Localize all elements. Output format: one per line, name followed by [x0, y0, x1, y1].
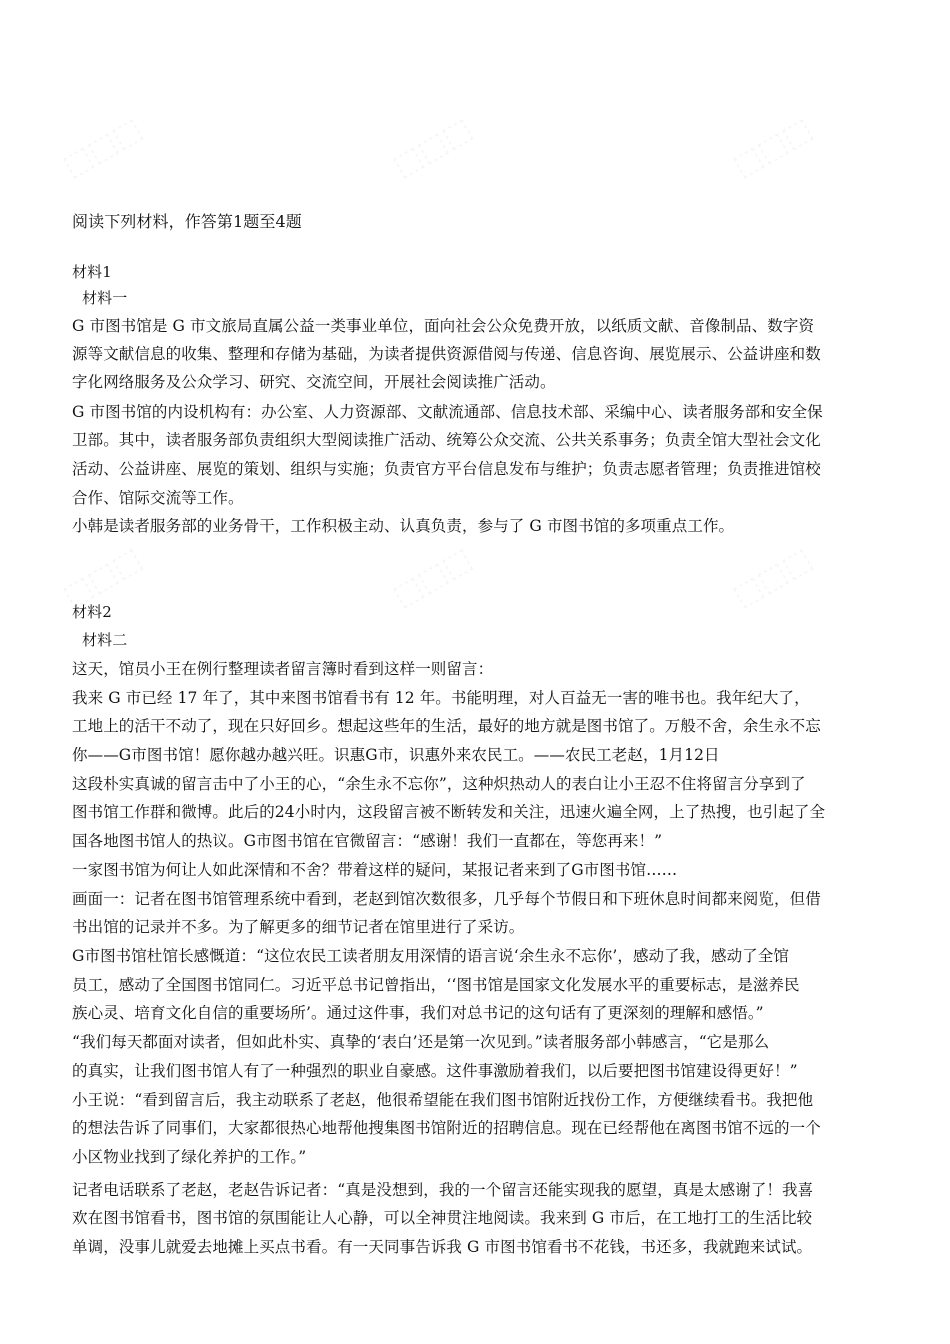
material2-label: 材料2 [72, 603, 112, 621]
material1-line: 字化网络服务及公众学习、研究、交流空间，开展社会阅读推广活动。 [72, 373, 556, 391]
material2-line: 这天，馆员小王在例行整理读者留言簿时看到这样一则留言： [72, 660, 494, 678]
material2-line: 画面一：记者在图书馆管理系统中看到，老赵到馆次数很多，几乎每个节假日和下班休息时间都来阅览，但借 [72, 890, 821, 908]
material2-line: 一家图书馆为何让人如此深情和不舍？带着这样的疑问，某报记者来到了G市图书馆…… [72, 861, 678, 879]
material1-line: 卫部。其中，读者服务部负责组织大型阅读推广活动、统筹公众交流、公共关系事务；负责全馆大型社会文化 [72, 431, 821, 449]
material1-line: 小韩是读者服务部的业务骨干，工作积极主动、认真负责，参与了 G 市图书馆的多项重点工作。 [72, 517, 735, 535]
material1-line: G 市图书馆是 G 市文旅局直属公益一类事业单位，面向社会公众免费开放，以纸质文献、音像制品、数字资 [72, 317, 815, 335]
watermark [57, 111, 148, 184]
material2-line: 单调，没事儿就爱去地摊上买点书看。有一天同事告诉我 G 市图书馆看书不花钱，书还多，我就跑来试试。 [72, 1238, 813, 1256]
material2-line: 的想法告诉了同事们，大家都很热心地帮他搜集图书馆附近的招聘信息。现在已经帮他在离图书馆不远的一个 [72, 1119, 821, 1137]
material2-line: 族心灵、培育文化自信的重要场所’。通过这件事，我们对总书记的这句话有了更深刻的理解和感悟。” [72, 1004, 764, 1022]
material2-line: 小王说：“看到留言后，我主动联系了老赵，他很希望能在我们图书馆附近找份工作，方便继续看书。我把他 [72, 1091, 814, 1109]
intro-instruction: 阅读下列材料，作答第1题至4题 [72, 212, 302, 231]
material2-line: 我来 G 市已经 17 年了，其中来图书馆看书有 12 年。书能明理，对人百益无一害的唯书也。我年纪大了， [72, 689, 810, 707]
watermark [727, 111, 818, 184]
material1-label: 材料1 [72, 263, 112, 281]
material2-subtitle: 材料二 [82, 631, 128, 649]
material2-line: 的真实，让我们图书馆人有了一种强烈的职业自豪感。这件事激励着我们，以后要把图书馆建设得更好！” [72, 1062, 798, 1080]
material1-subtitle: 材料一 [82, 289, 128, 307]
material2-line: 书出馆的记录并不多。为了解更多的细节记者在馆里进行了采访。 [72, 918, 525, 936]
material2-line: 这段朴实真诚的留言击中了小王的心，“余生永不忘你”，这种炽热动人的表白让小王忍不住将留言分享到了 [72, 775, 806, 793]
material2-line: 欢在图书馆看书，图书馆的氛围能让人心静，可以全神贯注地阅读。我来到 G 市后，在工地打工的生活比较 [72, 1209, 813, 1227]
material1-line: 源等文献信息的收集、整理和存储为基础，为读者提供资源借阅与传递、信息咨询、展览展示、公益讲座和数 [72, 345, 821, 363]
watermark [387, 111, 478, 184]
material2-line: 小区物业找到了绿化养护的工作。” [72, 1148, 307, 1166]
material2-line: 你——G市图书馆！愿你越办越兴旺。识惠G市，识惠外来农民工。——农民工老赵，1月12日 [72, 746, 720, 764]
material2-line: 国各地图书馆人的热议。G市图书馆在官微留言：“感谢！我们一直都在，等您再来！” [72, 832, 663, 850]
material1-line: 合作、馆际交流等工作。 [72, 489, 244, 507]
material1-line: G 市图书馆的内设机构有：办公室、人力资源部、文献流通部、信息技术部、采编中心、读者服务部和安全保 [72, 403, 823, 421]
material2-line: G市图书馆杜馆长感慨道：“这位农民工读者朋友用深情的语言说‘余生永不忘你’，感动了我，感动了全馆 [72, 947, 789, 965]
material2-line: 图书馆工作群和微博。此后的24小时内，这段留言被不断转发和关注，迅速火遍全网，上了热搜，也引起了全 [72, 803, 826, 821]
material2-line: 工地上的活干不动了，现在只好回乡。想起这些年的生活，最好的地方就是图书馆了。万般不舍，余生永不忘 [72, 717, 821, 735]
material2-line: “我们每天都面对读者，但如此朴实、真挚的‘表白’还是第一次见到。”读者服务部小韩感言，“它是那么 [72, 1033, 770, 1051]
material2-line: 记者电话联系了老赵，老赵告诉记者：“真是没想到，我的一个留言还能实现我的愿望，真是太感谢了！我喜 [72, 1181, 814, 1199]
material2-line: 员工，感动了全国图书馆同仁。习近平总书记曾指出，‘‘图书馆是国家文化发展水平的重要标志，是滋养民 [72, 976, 800, 994]
material1-line: 活动、公益讲座、展览的策划、组织与实施；负责官方平台信息发布与维护；负责志愿者管理；负责推进馆校 [72, 460, 821, 478]
